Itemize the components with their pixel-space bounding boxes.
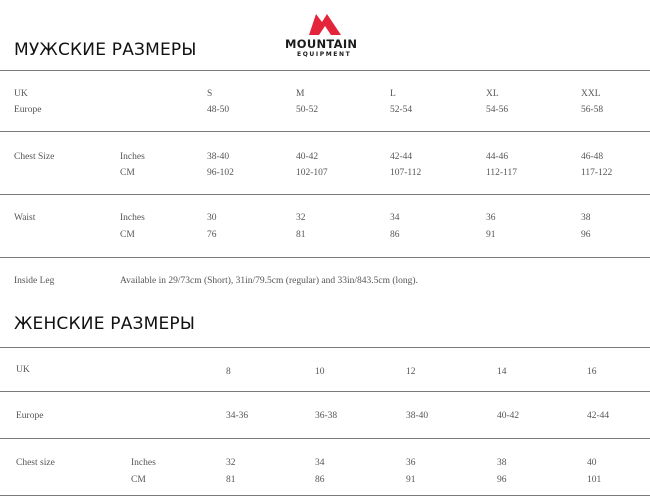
- unit-label-inches: Inches: [120, 213, 145, 223]
- cell-europe-xl: 54-56: [486, 105, 509, 115]
- cell-waist-in-xl: 36: [486, 213, 496, 223]
- cell-waist-in-xxl: 38: [581, 213, 591, 223]
- inside-leg-note: Available in 29/73cm (Short), 31in/79.5cm (regular) and 33in/843.5cm (long).: [120, 276, 418, 286]
- cell-women-europe-4: 40-42: [497, 411, 520, 421]
- cell-women-chest-cm-2: 86: [315, 475, 325, 485]
- cell-europe-s: 48-50: [207, 105, 230, 115]
- men-sizes-title: МУЖСКИЕ РАЗМЕРЫ: [14, 40, 197, 60]
- cell-chest-cm-m: 102-107: [296, 168, 328, 178]
- cell-uk-xl: XL: [486, 89, 499, 99]
- brand-name-line2: EQUIPMENT: [297, 51, 352, 58]
- divider: [0, 391, 650, 392]
- row-label-uk: UK: [14, 89, 28, 99]
- unit-label-inches: Inches: [120, 152, 145, 162]
- cell-women-chest-cm-3: 91: [406, 475, 416, 485]
- cell-chest-cm-xxl: 117-122: [581, 168, 613, 178]
- cell-women-chest-in-1: 32: [226, 458, 236, 468]
- cell-women-chest-in-5: 40: [587, 458, 597, 468]
- unit-label-inches: Inches: [131, 458, 156, 468]
- cell-chest-cm-s: 96-102: [207, 168, 234, 178]
- cell-europe-xxl: 56-58: [581, 105, 604, 115]
- cell-women-europe-5: 42-44: [587, 411, 610, 421]
- cell-women-chest-cm-4: 96: [497, 475, 507, 485]
- unit-label-cm: CM: [131, 475, 146, 485]
- divider: [0, 70, 650, 71]
- cell-uk-s: S: [207, 89, 213, 99]
- cell-waist-cm-xl: 91: [486, 230, 496, 240]
- cell-women-uk-3: 12: [406, 367, 416, 377]
- row-label-chest-size: Chest size: [16, 458, 55, 468]
- row-label-inside-leg: Inside Leg: [14, 276, 55, 286]
- cell-europe-l: 52-54: [390, 105, 413, 115]
- cell-chest-in-m: 40-42: [296, 152, 319, 162]
- divider: [0, 194, 650, 195]
- mountain-logo-icon: [283, 10, 367, 36]
- cell-waist-cm-m: 81: [296, 230, 306, 240]
- cell-women-uk-5: 16: [587, 367, 597, 377]
- cell-waist-cm-s: 76: [207, 230, 217, 240]
- row-label-europe: Europe: [14, 105, 42, 115]
- divider: [0, 438, 650, 439]
- cell-women-uk-2: 10: [315, 367, 325, 377]
- divider: [0, 257, 650, 258]
- cell-women-chest-in-4: 38: [497, 458, 507, 468]
- cell-uk-m: M: [296, 89, 305, 99]
- row-label-europe: Europe: [16, 411, 44, 421]
- cell-women-uk-1: 8: [226, 367, 231, 377]
- brand-name-line1: MOUNTAIN: [285, 37, 358, 51]
- cell-uk-xxl: XXL: [581, 89, 601, 99]
- cell-chest-in-l: 42-44: [390, 152, 413, 162]
- cell-waist-in-l: 34: [390, 213, 400, 223]
- row-label-chest-size: Chest Size: [14, 152, 55, 162]
- cell-women-chest-cm-1: 81: [226, 475, 236, 485]
- cell-waist-in-s: 30: [207, 213, 217, 223]
- cell-europe-m: 50-52: [296, 105, 319, 115]
- cell-waist-cm-l: 86: [390, 230, 400, 240]
- cell-waist-cm-xxl: 96: [581, 230, 591, 240]
- women-sizes-title: ЖЕНСКИЕ РАЗМЕРЫ: [14, 314, 196, 334]
- cell-women-europe-3: 38-40: [406, 411, 429, 421]
- cell-uk-l: L: [390, 89, 396, 99]
- cell-women-uk-4: 14: [497, 367, 507, 377]
- divider: [0, 347, 650, 348]
- brand-logo: [283, 10, 367, 60]
- cell-chest-in-xxl: 46-48: [581, 152, 604, 162]
- cell-women-chest-in-2: 34: [315, 458, 325, 468]
- cell-women-chest-in-3: 36: [406, 458, 416, 468]
- divider: [0, 131, 650, 132]
- cell-women-europe-1: 34-36: [226, 411, 249, 421]
- cell-women-europe-2: 36-38: [315, 411, 338, 421]
- row-label-waist: Waist: [14, 213, 36, 223]
- cell-women-chest-cm-5: 101: [587, 475, 602, 485]
- cell-chest-in-s: 38-40: [207, 152, 230, 162]
- divider: [0, 495, 650, 496]
- unit-label-cm: CM: [120, 230, 135, 240]
- cell-waist-in-m: 32: [296, 213, 306, 223]
- cell-chest-cm-l: 107-112: [390, 168, 422, 178]
- unit-label-cm: CM: [120, 168, 135, 178]
- row-label-uk: UK: [16, 365, 30, 375]
- cell-chest-cm-xl: 112-117: [486, 168, 517, 178]
- cell-chest-in-xl: 44-46: [486, 152, 509, 162]
